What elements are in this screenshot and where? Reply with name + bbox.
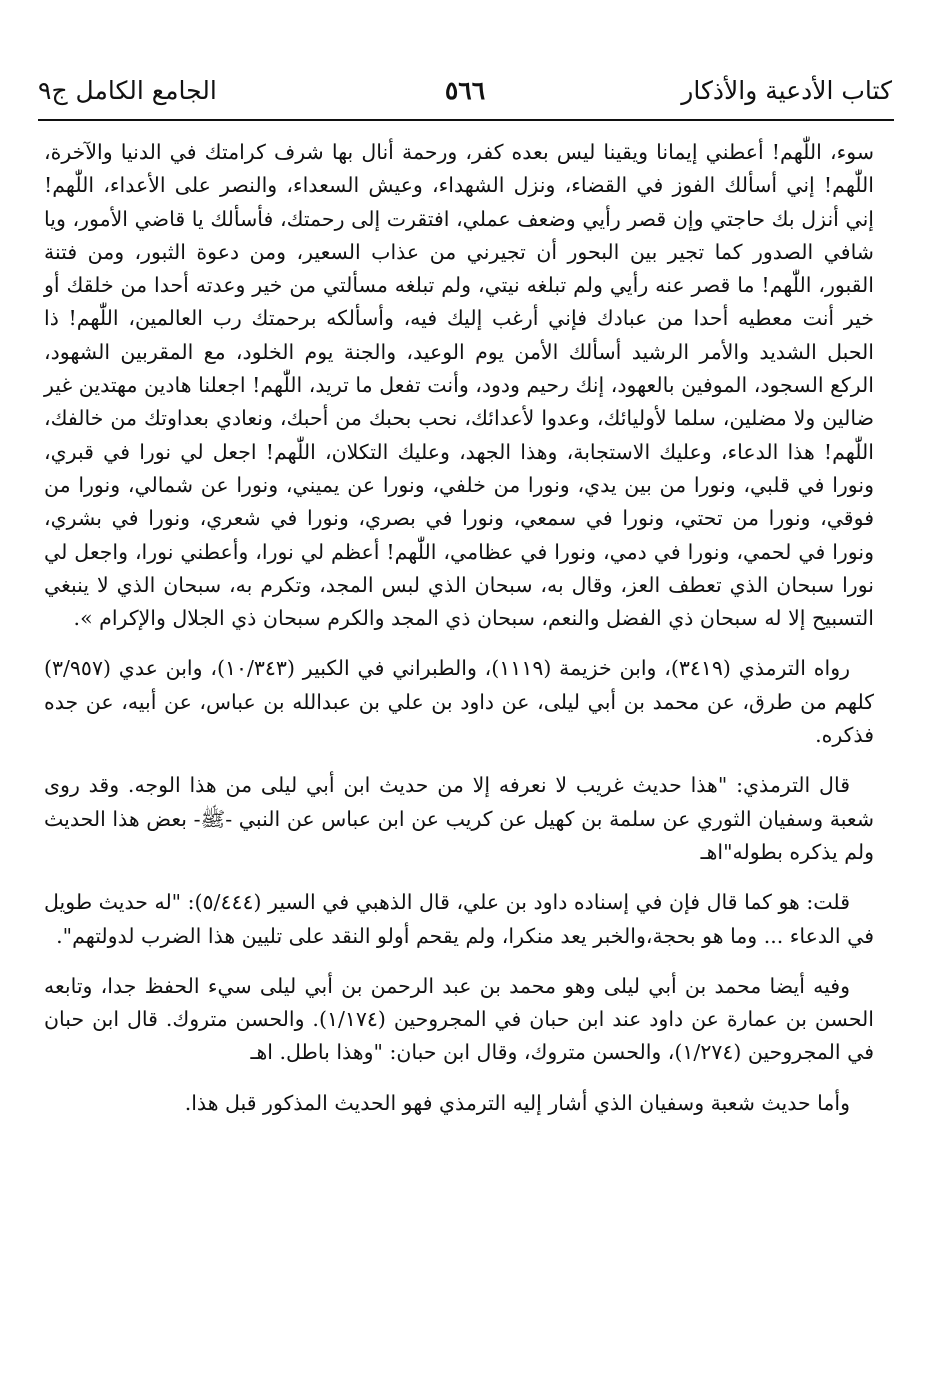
paragraph-takhrij: رواه الترمذي (٣٤١٩)، وابن خزيمة (١١١٩)، والطبراني في الكبير (١٠/٣٤٣)، وابن عدي (٣/٩٥٧) كلهم من طرق، عن محمد بن أبي ليلى، عن داود بن علي بن عبدالله بن عباس، عن أبيه، عن جده فذكره.: [44, 656, 874, 748]
paragraph-supplication-text: سوء، اللّٰهم! أعطني إيمانا ويقينا ليس بعده كفر، ورحمة أنال بها شرف كرامتك في الدنيا والآخرة، اللّٰهم! إني أسألك الفوز في القضاء، ونزل الشهداء، وعيش السعداء، والنصر على الأعداء، اللّٰهم! إني أنزل بك حاجتي وإن قصر رأيي وضعف عملي، افتقرت إلى رحمتك، فأسألك يا قاضي الأمور، ويا شافي الصدور كما تجير بين البحور أن تجيرني من عذاب السعير، ومن دعوة الثبور، ومن فتنة القبور، اللّٰهم! ما قصر عنه رأيي ولم تبلغه نيتي، ولم تبلغه مسألتي من خير وعدته أحدا من خلقك أو خير أنت معطيه أحدا من عبادك فإني أرغب إليك فيه، وأسألكه برحمتك رب العالمين، اللّٰهم! ذا الحبل الشديد والأمر الرشيد أسألك الأمن يوم الوعيد، والجنة يوم الخلود، مع المقربين الشهود، الركع السجود، الموفين بالعهود، إنك رحيم ودود، وأنت تفعل ما تريد، اللّٰهم! اجعلنا هادين مهتدين غير ضالين ولا مضلين، سلما لأوليائك، وعدوا لأعدائك، نحب بحبك من أحبك، ونعادي بعداوتك من خالفك، اللّٰهم! هذا الدعاء، وعليك الاستجابة، وهذا الجهد، وعليك التكلان، اللّٰهم! اجعل لي نورا في قبري، ونورا في قلبي، ونورا من بين يدي، ونورا من خلفي، ونورا عن يميني، ونورا عن شمالي، ونورا من فوقي، ونورا من تحتي، ونورا في سمعي، ونورا في بصري، ونورا في شعري، ونورا في بشري، ونورا في لحمي، ونورا في دمي، ونورا في عظامي، اللّٰهم! أعظم لي نورا، وأعطني نورا، واجعل لي نورا سبحان الذي تعطف العز، وقال به، سبحان الذي لبس المجد، وتكرم به، سبحان الذي لا ينبغي التسبيح إلا له سبحان ذي الفضل والنعم، سبحان ذي المجد والكرم سبحان ذي الجلال والإكرام ».: [44, 140, 874, 631]
paragraph-author-note: قلت: هو كما قال فإن في إسناده داود بن علي، قال الذهبي في السير (٥/٤٤٤): "له حديث طويل في الدعاء ... وما هو بحجة،والخبر يعد منكرا، ولم يقحم أولو النقد على تليين هذا الضرب لدولتهم".: [44, 890, 874, 948]
paragraph-closing-note: وأما حديث شعبة وسفيان الذي أشار إليه الترمذي فهو الحديث المذكور قبل هذا.: [184, 1090, 850, 1115]
page-header: [38, 68, 892, 112]
paragraph-narrator-criticism: وفيه أيضا محمد بن أبي ليلى وهو محمد بن عبد الرحمن بن أبي ليلى سيء الحفظ جدا، وتابعه الحسن بن عمارة عن داود عند ابن حبان في المجروحين (١/١٧٤). والحسن متروك. قال ابن حبان في المجروحين (١/٢٧٤)، والحسن متروك، وقال ابن حبان: "وهذا باطل. اهـ: [44, 973, 874, 1065]
book-title: كتاب الأدعية والأذكار: [681, 76, 892, 105]
header-divider: [38, 119, 894, 121]
page-body: [44, 136, 874, 1137]
volume-title: الجامع الكامل ج٩: [38, 76, 217, 105]
paragraph-tirmidhi-comment: قال الترمذي: "هذا حديث غريب لا نعرفه إلا من حديث ابن أبي ليلى من هذا الوجه. وقد روى شعبة وسفيان الثوري عن سلمة بن كهيل عن كريب عن ابن عباس عن النبي -ﷺ- بعض هذا الحديث ولم يذكره بطوله"اهـ: [44, 773, 874, 864]
page-number: ٥٦٦: [444, 76, 486, 105]
